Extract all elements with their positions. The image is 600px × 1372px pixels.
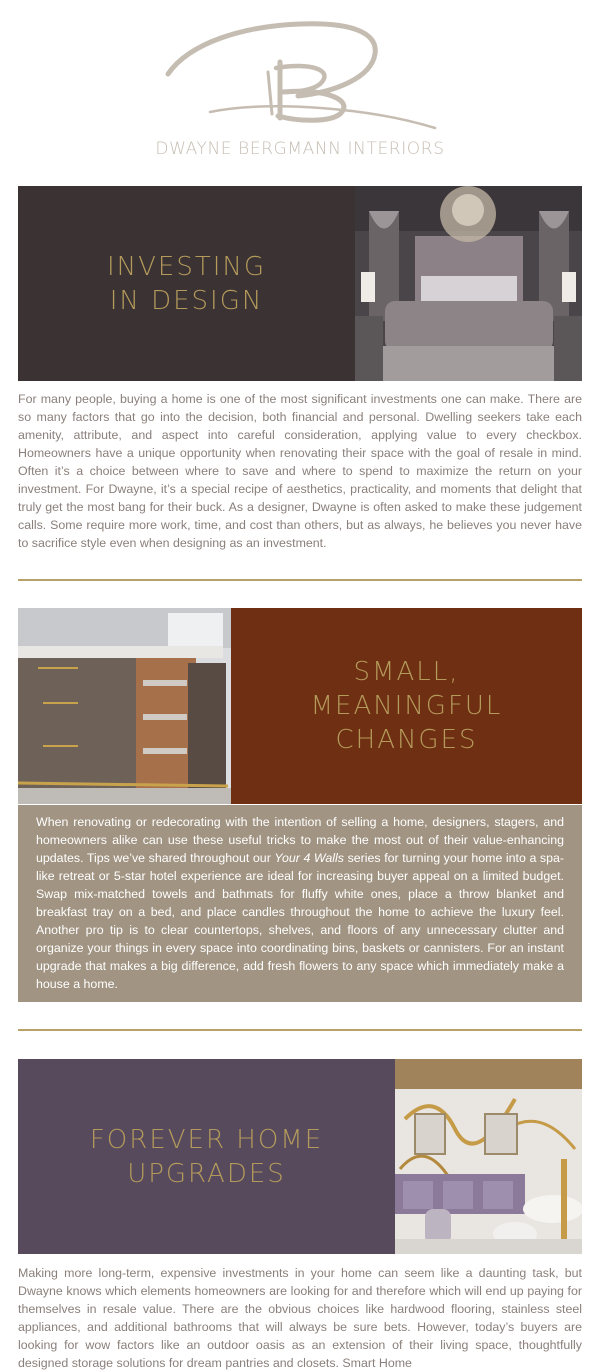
section-paragraph: When renovating or redecorating with the intention of selling a home, designers, stagers, and homeowners alike can use these useful tricks to make the most out of their value-enhancing updates. Tips we’ve shared throughout our <box>36 815 564 865</box>
series-title: Your 4 Walls <box>274 851 344 865</box>
section-heading <box>107 250 266 318</box>
cabinet-photo <box>18 608 231 804</box>
section-paragraph: Making more long-term, expensive investments in your home can seem like a daunting task, but Dwayne knows which elements homeowners are looking for and therefore which will end up paying for themselves in resale value. There are the obvious choices like hardwood flooring, stainless steel appliances, and additional bathrooms that will always be sure bets. However, today’s buyers are looking for wow factors like an outdoor oasis as an extension of their living space, thoughtfully designed storage solutions for dream pantries and closets. Smart Home <box>18 1266 582 1370</box>
section-investing-in-design-banner <box>18 186 582 381</box>
section-paragraph: series for turning your home into a spa-like retreat or 5-star hotel experience are ideal for increasing buyer appeal on a limited budget. Swap mix-matched towels and bathmats for fluffy white ones, place a throw blanket and breakfast tray on a bed, and place candles throughout the home to achieve the luxury feel. Another pro tip is to clear countertops, shelves, and floors of any unnecessary clutter and organize your things in every space into coordinating bins, baskets or cannisters. For an instant upgrade that makes a big difference, add fresh flowers to any space which immediately make a house a home. <box>36 851 565 991</box>
section-paragraph-box <box>18 805 582 1002</box>
section-heading-panel <box>18 186 355 381</box>
brand-name: DWAYNE BERGMANN INTERIORS <box>155 139 445 159</box>
section-heading-line: INVESTING <box>107 251 266 282</box>
section-heading-panel <box>18 1059 395 1254</box>
section-heading-line: UPGRADES <box>127 1158 286 1189</box>
section-paragraph: For many people, buying a home is one of the most significant investments one can make. There are so many factors that go into the decision, both financial and personal. Dwelling seekers take each amenity, attribute, and aspect into careful consideration, applying value to every checkbox. Homeowners have a unique opportunity when renovating their space with the goal of resale in mind. Often it’s a choice between where to save and where to spend to maximize the return on your investment. For Dwayne, it’s a special recipe of aesthetics, practicality, and moments that delight that truly get the most bang for their buck. As a designer, Dwayne is often asked to make these judgement calls. Some require more work, time, and cost than others, but as always, he believes you never have to sacrifice style even when designing as an investment. <box>18 392 582 550</box>
section-small-meaningful-changes-banner <box>18 608 582 804</box>
section-heading-line: IN DESIGN <box>109 285 264 316</box>
section-heading-line: CHANGES <box>335 725 478 755</box>
bedroom-photo <box>355 186 582 381</box>
section-divider <box>18 1029 582 1031</box>
section-heading-line: FOREVER HOME <box>89 1124 324 1155</box>
section-heading-line: MEANINGFUL <box>310 691 503 721</box>
monogram-logo-icon <box>150 12 450 132</box>
section-divider <box>18 579 582 581</box>
section-heading <box>311 655 503 757</box>
section-heading-line: SMALL, <box>353 657 460 687</box>
section-forever-home-upgrades-banner <box>18 1059 582 1254</box>
section-heading <box>90 1123 323 1191</box>
bathroom-photo <box>395 1059 582 1254</box>
section-heading-panel <box>231 608 582 804</box>
